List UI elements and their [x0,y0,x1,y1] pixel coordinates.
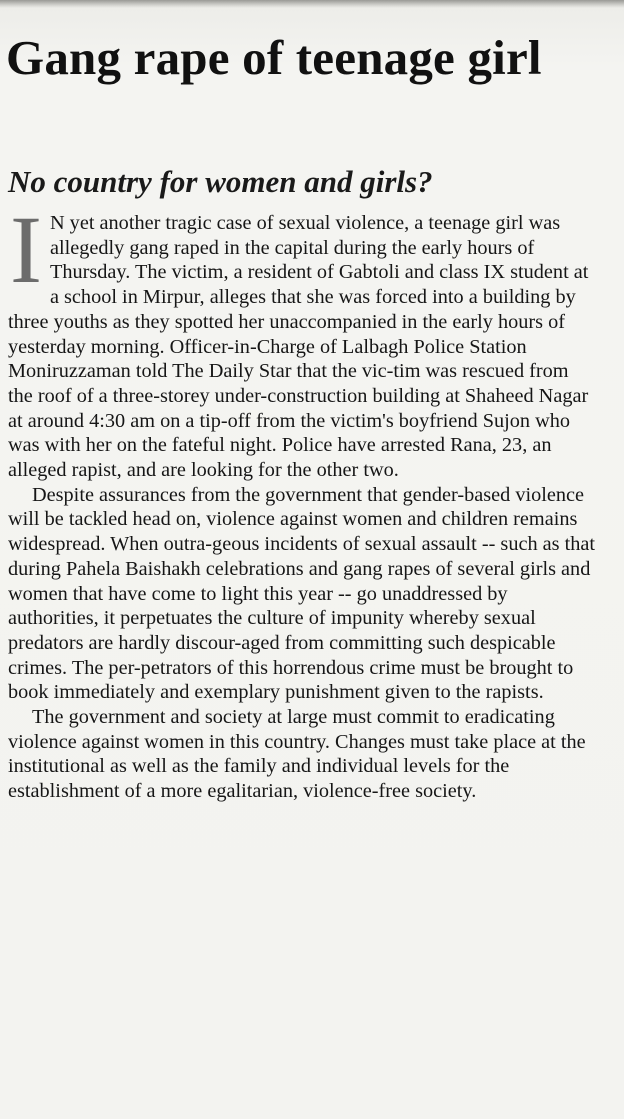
subheadline: No country for women and girls? [8,164,433,199]
top-border-rule [0,0,624,8]
paragraph-1 [8,196,598,483]
paragraph-1-text: N yet another tragic case of sexual violence, a teenage girl was allegedly gang raped in the capital during the early hours of Thursday. The victim, a resident of Gabtoli and class IX student at a school in Mirpur, alleges that she was forced into a building by three youths as they spotted her unaccompanied in the early hours of yesterday morning. Officer-in-Charge of Lalbagh Police Station Moniruzzaman told The Daily Star that the vic-tim was rescued from the roof of a three-storey under-construction building at Shaheed Nagar at around 4:30 am on a tip-off from the victim's boyfriend Sujon who was with her on the fateful night. Police have arrested Rana, 23, an alleged rapist, and are looking for the other two. [8,212,589,482]
drop-cap: I [10,196,42,303]
article-body [8,196,598,804]
paragraph-3: The government and society at large must commit to eradicating violence against women in this country. Changes must take place at the institutional as well as the family and individual levels for the establishment of a more egalitarian, violence-free society. [8,706,586,803]
paragraph-2: Despite assurances from the government that gender-based violence will be tackled head on, violence against women and children remains widespread. When outra-geous incidents of sexual assault -- such as that during Pahela Baishakh celebrations and gang rapes of several girls and women that have come to light this year -- go unaddressed by authorities, it perpetuates the culture of impunity whereby sexual predators are hardly discour-aged from committing such despicable crimes. The per-petrators of this horrendous crime must be brought to book immediately and exemplary punishment given to the rapists. [8,483,596,704]
headline: Gang rape of teenage girl [6,30,542,85]
